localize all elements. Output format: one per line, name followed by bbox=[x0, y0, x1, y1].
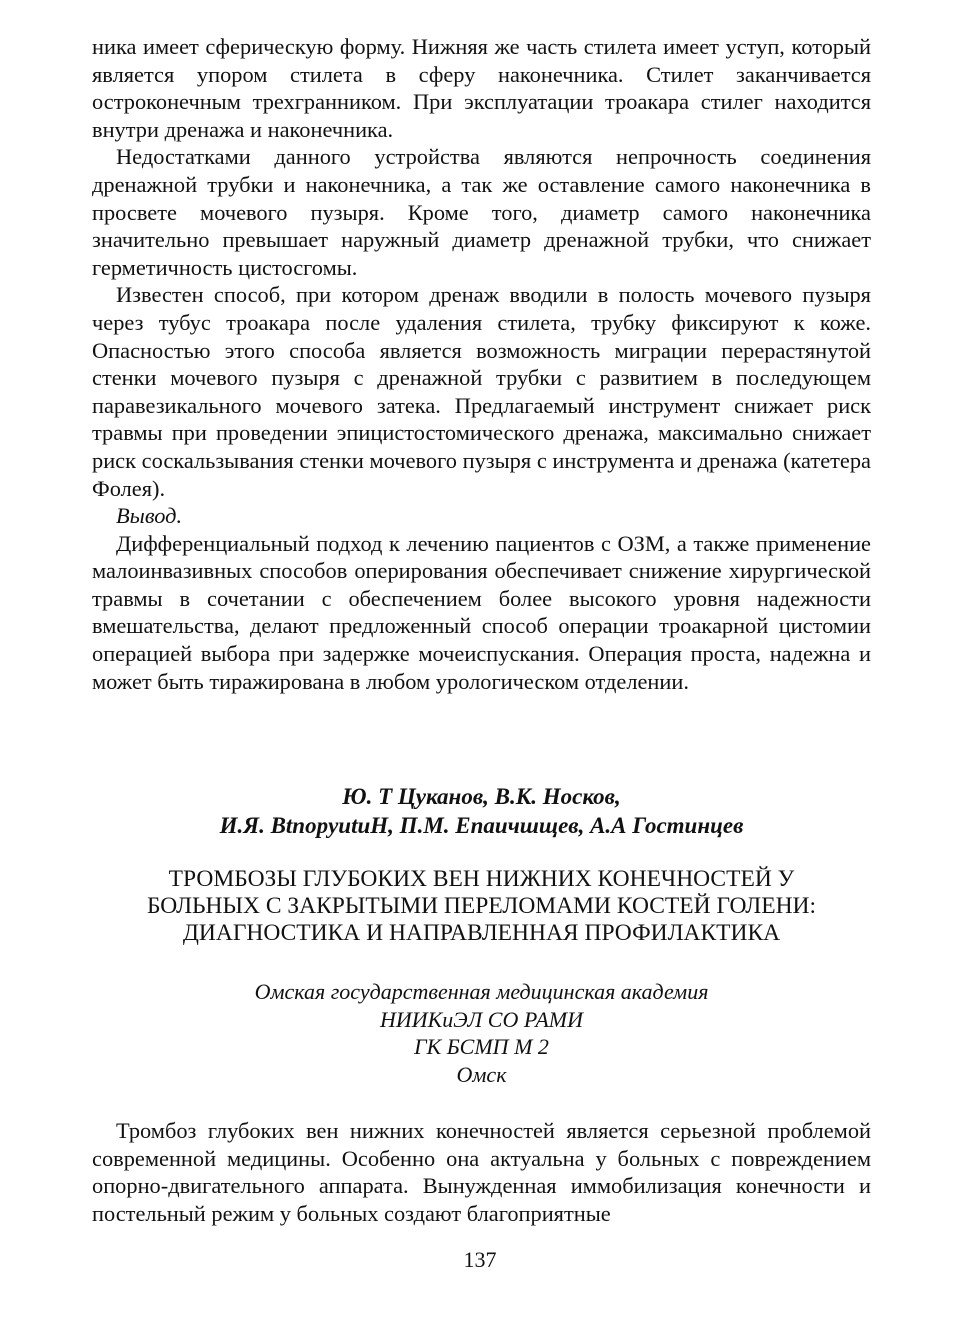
article-affiliations bbox=[92, 978, 871, 1088]
affiliation-3: ГК БСМП М 2 bbox=[414, 1034, 549, 1059]
authors-line-1: Ю. Т Цуканов, В.К. Носков, bbox=[342, 784, 621, 809]
article-intro-block bbox=[92, 1117, 871, 1227]
affiliation-1: Омская государственная медицинская академия bbox=[254, 979, 709, 1004]
paragraph-2: Недостатками данного устройства являются непрочность соединения дренажной трубки и наконечника, а так же оставление самого наконечника в просвете мочевого пузыря. Кроме того, диаметр самого наконечника значительно превышает наружный диаметр дренажной трубки, что снижает герметичность цистосгомы. bbox=[92, 144, 871, 280]
page-number: 137 bbox=[463, 1247, 497, 1272]
authors-line-2: И.Я. BtnopyutuH, П.М. Епаичшщев, А.А Гостинцев bbox=[219, 813, 744, 838]
affiliation-city: Омск bbox=[456, 1061, 507, 1087]
conclusion-heading: Вывод. bbox=[116, 503, 183, 529]
affiliation-2: НИИКиЭЛ СО РАМИ bbox=[379, 1006, 583, 1032]
article-title bbox=[92, 866, 871, 947]
title-line-3: ДИАГНОСТИКА И НАПРАВЛЕННАЯ ПРОФИЛАКТИКА bbox=[182, 920, 781, 946]
paragraph-1: ника имеет сферическую форму. Нижняя же часть стилета имеет уступ, который является упором стилета в сферу наконечника. Стилет заканчивается остроконечным трехгранником. При эксплуатации троакара стилег находится внутри дренажа и наконечника. bbox=[92, 34, 871, 142]
intro-paragraph: Тромбоз глубоких вен нижних конечностей является серьезной проблемой современной медицины. Особенно она актуальна у больных с повреждением опорно-двигательного аппарата. Вынужденная иммобилизация конечности и постельный режим у больных создают благоприятные bbox=[92, 1118, 871, 1226]
top-text-block bbox=[92, 33, 871, 695]
paragraph-3: Известен способ, при котором дренаж вводили в полость мочевого пузыря через тубус троакара после удаления стилета, трубку фиксируют к коже. Опасностью этого способа является возможность миграции перерастянутой стенки мочевого пузыря с дренажной трубки с развитием в последующем паравезикального мочевого затека. Предлагаемый инструмент снижает риск травмы при проведении эпицистостомического дренажа, максимально снижает риск соскальзывания стенки мочевого пузыря с инструмента и дренажа (катетера Фолея). bbox=[92, 282, 871, 501]
article-authors bbox=[92, 782, 871, 840]
title-line-1: ТРОМБОЗЫ ГЛУБОКИХ ВЕН НИЖНИХ КОНЕЧНОСТЕЙ У bbox=[168, 866, 795, 892]
title-line-2: БОЛЬНЫХ С ЗАКРЫТЫМИ ПЕРЕЛОМАМИ КОСТЕЙ ГОЛЕНИ: bbox=[146, 893, 817, 919]
conclusion-paragraph: Дифференциальный подход к лечению пациентов с ОЗМ, а также применение малоинвазивных способов оперирования обеспечивает снижение хирургической травмы в сочетании с обеспечением более высокого уровня надежности вмешательства, делают предложенный способ операции троакарной цистомии операцией выбора при задержке мочеиспускания. Операция проста, надежна и может быть тиражирована в любом урологическом отделении. bbox=[92, 530, 871, 694]
